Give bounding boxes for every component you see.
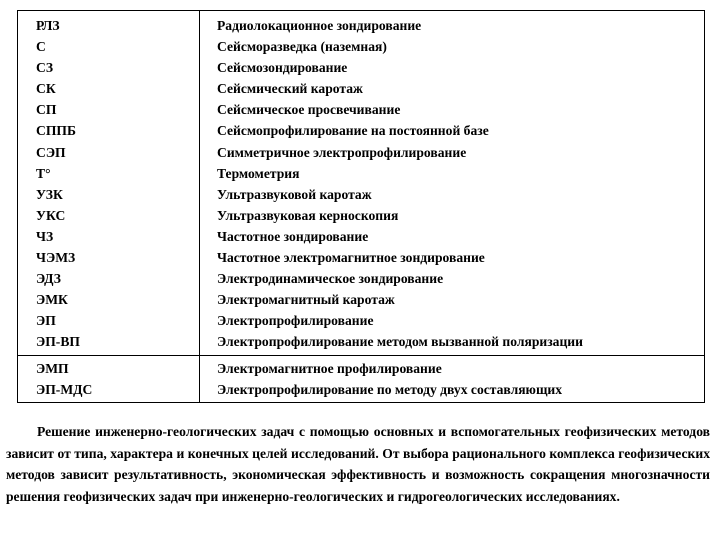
abbr-description: Сейсморазведка (наземная) — [217, 39, 387, 55]
body-paragraph: Решение инженерно-геологических задач с помощью основных и вспомогательных геофизических методов зависит от типа, характера и конечных целей исследований. От выбора рационального комплекса геофизических методов зависит результативность, экономическая эффективность и возможность сокращения многозначности решения геофизических задач при инженерно-геологических и гидрогеологических исследованиях. — [6, 424, 710, 504]
abbr-code: ЭМП — [36, 360, 69, 376]
abbr-description: Частотное зондирование — [217, 228, 369, 244]
abbr-description: Электродинамическое зондирование — [217, 271, 444, 287]
table-block-extra — [18, 355, 705, 402]
abbr-code: СППБ — [36, 123, 76, 139]
abbr-code: ЧЭМЗ — [36, 250, 76, 266]
abbr-code: УЗК — [36, 186, 63, 202]
abbr-code: СК — [36, 81, 56, 97]
codes-column — [18, 11, 200, 356]
abbr-description: Сейсмическое просвечивание — [217, 102, 401, 118]
abbr-code: СЭП — [36, 144, 66, 160]
abbr-description: Частотное электромагнитное зондирование — [217, 250, 485, 266]
descriptions-column — [200, 355, 705, 402]
abbr-code: ЭП-ВП — [36, 334, 80, 350]
abbr-code: СЗ — [36, 60, 53, 76]
abbr-description: Электропрофилирование — [217, 313, 374, 329]
abbr-code: ЭДЗ — [36, 271, 61, 287]
abbr-description: Электропрофилирование по методу двух составляющих — [217, 381, 563, 397]
abbr-code: Т° — [36, 165, 51, 181]
abbr-code: ЭП — [36, 313, 56, 329]
abbr-description: Электропрофилирование методом вызванной поляризации — [217, 334, 583, 350]
abbr-description: Электромагнитный каротаж — [217, 292, 395, 308]
abbr-code: УКС — [36, 207, 66, 223]
abbr-code: ЭМК — [36, 292, 68, 308]
table-block-main — [18, 11, 705, 356]
abbr-description: Ультразвуковой каротаж — [217, 186, 372, 202]
abbr-description: Сейсмозондирование — [217, 60, 348, 76]
abbr-description: Электромагнитное профилирование — [217, 360, 442, 376]
abbr-code: С — [36, 39, 46, 55]
descriptions-column — [200, 11, 705, 356]
abbr-code: РЛЗ — [36, 18, 60, 33]
abbr-description: Сейсмопрофилирование на постоянной базе — [217, 123, 489, 139]
abbr-code: ЧЗ — [36, 228, 54, 244]
abbr-description: Радиолокационное зондирование — [217, 18, 422, 33]
codes-column — [18, 355, 200, 402]
abbr-description: Термометрия — [217, 165, 300, 181]
abbr-code: ЭП-МДС — [36, 381, 93, 397]
abbr-description: Ультразвуковая керноскопия — [217, 207, 399, 223]
abbreviations-table — [17, 10, 705, 403]
abbr-description: Симметричное электропрофилирование — [217, 144, 467, 160]
abbr-code: СП — [36, 102, 57, 118]
abbr-description: Сейсмический каротаж — [217, 81, 363, 97]
